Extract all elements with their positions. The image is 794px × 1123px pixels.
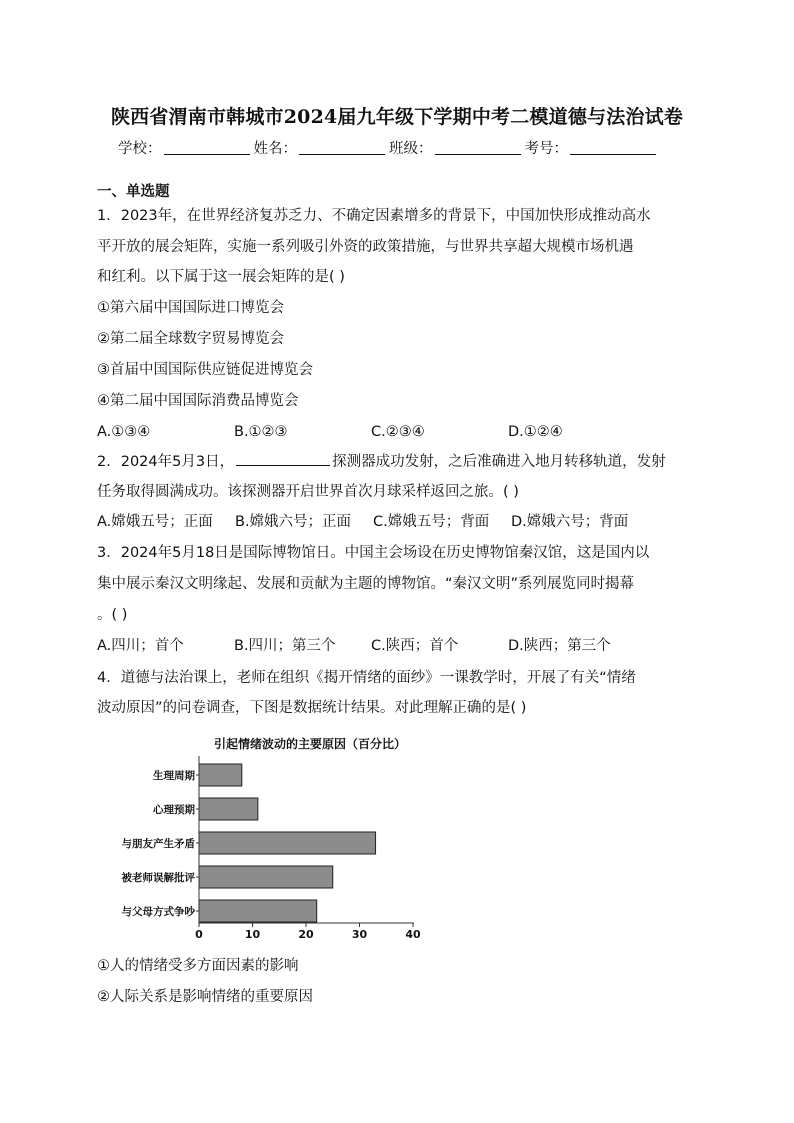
x-tick-label-3: 30 bbox=[351, 928, 368, 941]
number-blank bbox=[570, 140, 656, 155]
chart-title: 引起情绪波动的主要原因（百分比） bbox=[213, 737, 407, 751]
q4-line-1: 4．道德与法治课上，老师在组织《揭开情绪的面纱》一课教学时，开展了有关“情绪 bbox=[97, 670, 636, 686]
q1-item-2: ②第二届全球数字贸易博览会 bbox=[97, 331, 284, 347]
x-tick-label-4: 40 bbox=[405, 928, 421, 941]
q4-line-2: 波动原因”的问卷调查，下图是数据统计结果。对此理解正确的是( ) bbox=[97, 700, 527, 716]
number-label: 考号： bbox=[524, 141, 568, 157]
q2-line-2: 任务取得圆满成功。该探测器开启世界首次月球采样返回之旅。( ) bbox=[97, 484, 519, 500]
school-label: 学校： bbox=[118, 141, 162, 157]
q1-item-1: ①第六届中国国际进口博览会 bbox=[97, 300, 284, 316]
school-blank bbox=[164, 140, 250, 155]
section-heading: 一、单选题 bbox=[97, 184, 170, 200]
bar-3 bbox=[199, 866, 333, 888]
q1-option-c[interactable]: C.②③④ bbox=[371, 424, 425, 440]
name-blank bbox=[299, 140, 385, 155]
q2-text-post: 探测器成功发射，之后准确进入地月转移轨道，发射 bbox=[332, 454, 666, 470]
bar-0 bbox=[199, 764, 242, 786]
q1-options bbox=[97, 422, 563, 442]
emotion-bar-chart bbox=[0, 728, 794, 943]
x-tick-label-0: 0 bbox=[195, 928, 203, 941]
student-info-row bbox=[118, 137, 660, 158]
q2-options bbox=[97, 512, 628, 532]
q3-line-2: 集中展示秦汉文明缘起、发展和贡献为主题的博物馆。“秦汉文明”系列展览同时揭幕 bbox=[97, 576, 635, 592]
category-label-0: 生理周期 bbox=[153, 770, 195, 782]
category-label-2: 与朋友产生矛盾 bbox=[121, 838, 195, 850]
q3-option-c[interactable]: C.陕西；首个 bbox=[371, 638, 459, 654]
q3-option-a[interactable]: A.四川；首个 bbox=[97, 638, 184, 654]
class-label: 班级： bbox=[389, 141, 433, 157]
q1-option-b[interactable]: B.①②③ bbox=[234, 424, 288, 440]
q2-line-1 bbox=[97, 451, 666, 472]
x-tick-label-1: 10 bbox=[244, 928, 261, 941]
q2-option-c[interactable]: C.嫦娥五号；背面 bbox=[373, 514, 490, 530]
q2-option-b[interactable]: B.嫦娥六号；正面 bbox=[235, 514, 352, 530]
q1-line-2: 平开放的展会矩阵，实施一系列吸引外资的政策措施，与世界共享超大规模市场机遇 bbox=[97, 239, 634, 255]
q3-option-b[interactable]: B.四川；第三个 bbox=[234, 638, 336, 654]
q1-item-3: ③首届中国国际供应链促进博览会 bbox=[97, 362, 313, 378]
bar-1 bbox=[199, 798, 258, 820]
q3-options bbox=[97, 636, 611, 656]
q4-item-2: ②人际关系是影响情绪的重要原因 bbox=[97, 989, 313, 1005]
q2-text-pre: 2．2024年5月3日， bbox=[97, 454, 235, 470]
q2-option-d[interactable]: D.嫦娥六号；背面 bbox=[511, 514, 629, 530]
q3-line-1: 3．2024年5月18日是国际博物馆日。中国主会场设在历史博物馆秦汉馆，这是国内以 bbox=[97, 545, 650, 561]
q1-line-3: 和红利。以下属于这一展会矩阵的是( ) bbox=[97, 269, 345, 285]
q1-option-a[interactable]: A.①③④ bbox=[97, 424, 151, 440]
q1-line-1: 1．2023年，在世界经济复苏乏力、不确定因素增多的背景下，中国加快形成推动高水 bbox=[97, 208, 651, 224]
category-label-3: 被老师误解批评 bbox=[121, 872, 195, 884]
name-label: 姓名： bbox=[253, 141, 297, 157]
bar-4 bbox=[199, 900, 317, 922]
q3-line-3: 。( ) bbox=[97, 607, 128, 623]
bar-2 bbox=[199, 832, 376, 854]
q4-item-1: ①人的情绪受多方面因素的影响 bbox=[97, 958, 299, 974]
class-blank bbox=[435, 140, 521, 155]
x-tick-label-2: 20 bbox=[298, 928, 314, 941]
q1-option-d[interactable]: D.①②④ bbox=[508, 424, 563, 440]
q1-item-4: ④第二届中国国际消费品博览会 bbox=[97, 393, 299, 409]
category-label-4: 与父母方式争吵 bbox=[121, 906, 195, 918]
category-label-1: 心理预期 bbox=[153, 804, 195, 816]
exam-title: 陕西省渭南市韩城市2024届九年级下学期中考二模道德与法治试卷 bbox=[110, 106, 684, 128]
q3-option-d[interactable]: D.陕西；第三个 bbox=[508, 638, 611, 654]
q2-option-a[interactable]: A.嫦娥五号；正面 bbox=[97, 514, 213, 530]
q2-fill-blank bbox=[236, 451, 330, 466]
